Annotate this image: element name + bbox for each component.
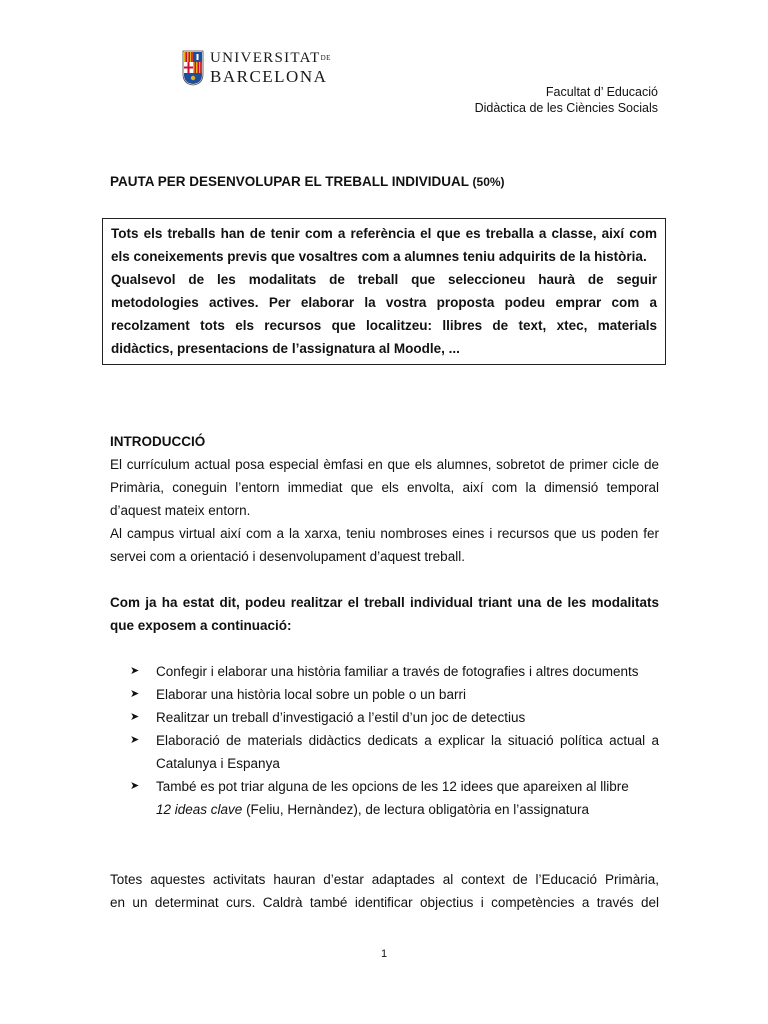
document-title	[110, 174, 505, 189]
list-item	[130, 729, 659, 775]
introduction-paragraph-1: El currículum actual posa especial èmfasi en que els alumnes, sobretot de primer cicle de Primària, coneguin l’entorn immediat que els envolta, així com la dimensió temporal d’aquest mateix entorn.	[110, 457, 659, 518]
university-shield-icon	[182, 50, 204, 86]
introduction-paragraph-2: Al campus virtual així com a la xarxa, teniu nombroses eines i recursos que us poden fer servei com a orientació i desenvolupament d’aquest treball.	[110, 526, 659, 564]
closing-paragraph	[110, 868, 659, 914]
closing-line-1: Totes aquestes activitats hauran d’estar adaptades al context de l’Educació Primària,	[110, 872, 659, 887]
introduction-heading: INTRODUCCIÓ	[110, 434, 206, 449]
arrowhead-bullet-icon: ➤	[130, 780, 140, 792]
faculty-header	[475, 84, 658, 116]
arrowhead-bullet-icon: ➤	[130, 734, 140, 746]
modalities-list	[130, 660, 659, 821]
modalities-lead	[110, 591, 659, 637]
list-item	[130, 683, 659, 706]
list-item-text: També es pot triar alguna de les opcions de les 12 idees que apareixen al llibre	[156, 779, 629, 794]
logo-line2: BARCELONA	[210, 67, 328, 86]
notice-paragraph-1: Tots els treballs han de tenir com a referència el que es treballa a classe, així com els coneixements previs que vosaltres com a alumnes teniu adquirits de la història.	[111, 226, 657, 264]
list-item-text: Confegir i elaborar una història familiar a través de fotografies i altres documents	[156, 664, 639, 679]
list-item	[130, 775, 659, 821]
list-item-text-after: (Feliu, Hernàndez), de lectura obligatòria en l’assignatura	[242, 802, 590, 817]
arrowhead-bullet-icon: ➤	[130, 665, 140, 677]
logo-line1: UNIVERSITAT	[210, 50, 321, 66]
list-item-text: Realitzar un treball d’investigació a l’estil d’un joc de detectius	[156, 710, 526, 725]
department-name: Didàctica de les Ciències Socials	[474, 101, 658, 115]
list-item-text: Elaborar una història local sobre un poble o un barri	[156, 687, 466, 702]
book-title: 12 ideas clave	[156, 802, 243, 817]
document-title-percent: (50%)	[472, 175, 505, 189]
notice-paragraph-2: Qualsevol de les modalitats de treball que seleccioneu haurà de seguir metodologies actives. Per elaborar la vostra proposta podeu emprar com a recolzament tots els recursos que localitzeu: llibres de text, xtec, materials didàctics, presentacions de l’assignatura al Moodle, ...	[111, 272, 657, 356]
logo-wordmark	[210, 51, 331, 85]
modalities-lead-text: Com ja ha estat dit, podeu realitzar el treball individual triant una de les modalitats que exposem a continuació:	[110, 595, 659, 633]
introduction-section	[110, 430, 659, 568]
list-item-text: Elaboració de materials didàctics dedicats a explicar la situació política actual a Catalunya i Espanya	[156, 733, 659, 771]
arrowhead-bullet-icon: ➤	[130, 711, 140, 723]
faculty-name: Facultat d’ Educació	[545, 85, 658, 99]
list-item	[130, 706, 659, 729]
list-item	[130, 660, 659, 683]
arrowhead-bullet-icon: ➤	[130, 688, 140, 700]
page-number: 1	[380, 948, 388, 960]
document-title-text: PAUTA PER DESENVOLUPAR EL TREBALL INDIVIDUAL	[110, 174, 469, 189]
logo-line1-suffix: DE	[320, 54, 331, 62]
closing-line-2: en un determinat curs. Caldrà també identificar objectius i competències a través del	[110, 895, 659, 910]
notice-box	[102, 218, 666, 365]
university-logo	[182, 50, 331, 86]
